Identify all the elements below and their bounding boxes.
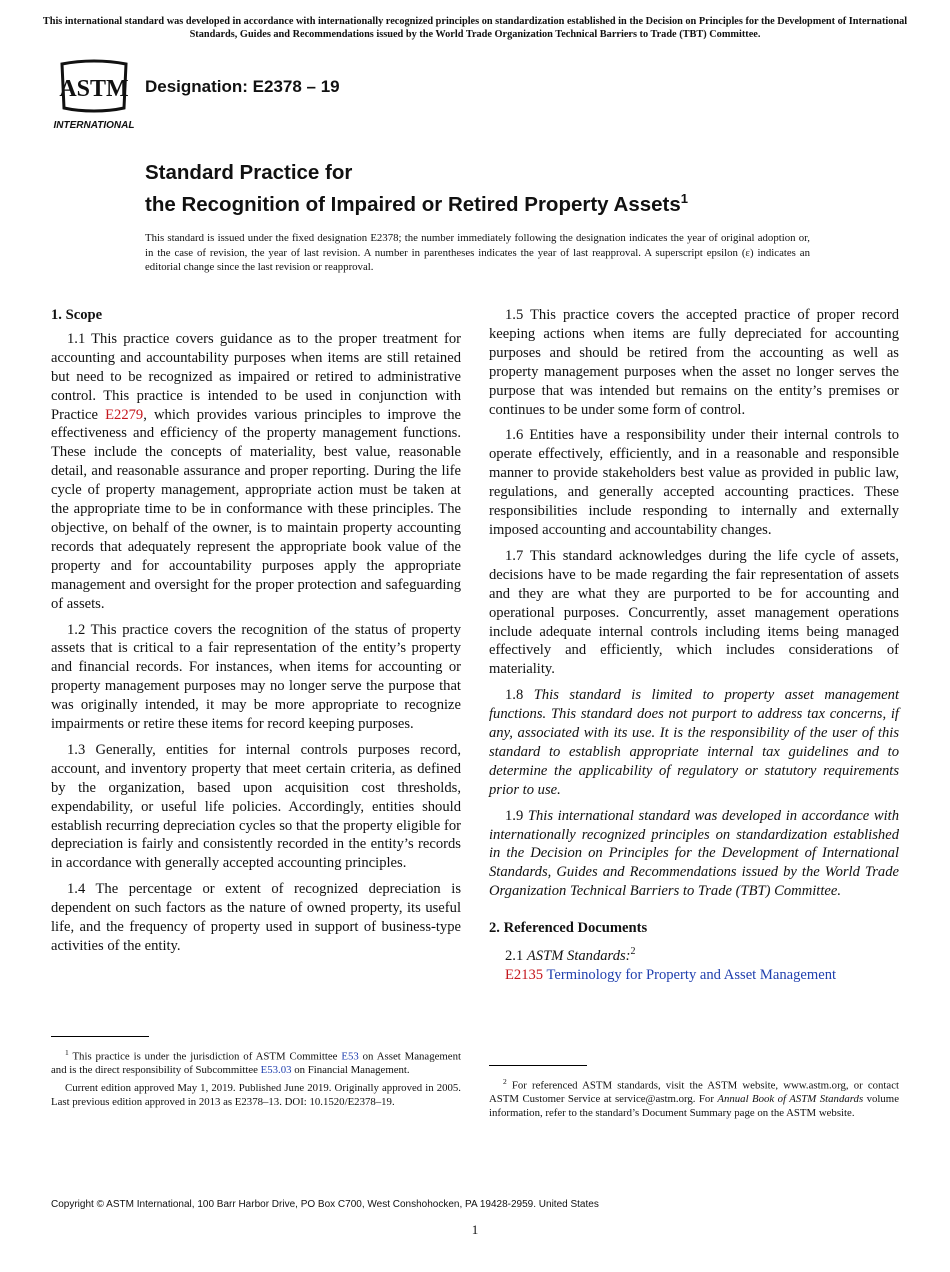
top-notice: This international standard was developed in accordance with internationally recognized principles on standardization established in the Decision on Principles for the Development of International Standards, Guides and Recommendations issued by the World Trade Organization Technical Barriers to Trade (TBT) Committee. bbox=[42, 16, 908, 40]
title-line-1: Standard Practice for bbox=[145, 161, 353, 184]
footnote-1-edition: Current edition approved May 1, 2019. Published June 2019. Originally approved in 2005. Last previous edition approved in 2013 as E2378–13. DOI: 10.1520/E2378–19. bbox=[51, 1082, 461, 1108]
e2135-title[interactable]: Terminology for Property and Asset Management bbox=[546, 966, 837, 983]
paragraph-1-4: 1.4 The percentage or extent of recognized depreciation is dependent on such factors as the nature of owned property, its useful life, and the frequency of property used in support of business-type activities of the entity. bbox=[51, 881, 461, 954]
e2135-link[interactable]: E2135 bbox=[505, 966, 544, 983]
e53-03-link[interactable]: E53.03 bbox=[260, 1064, 292, 1077]
referenced-documents-heading: 2. Referenced Documents bbox=[489, 920, 648, 937]
paragraph-1-5: 1.5 This practice covers the accepted practice of proper record keeping actions when items are fully depreciated for accounting purposes and should be retired from the accounting as well as property management purposes when the asset no longer serves the purpose that was intended but remains on the entity’s premises or continues to be under some form of control. bbox=[489, 307, 899, 418]
title-footnote-mark[interactable]: 1 bbox=[680, 191, 688, 206]
footnote-rule-right bbox=[489, 1065, 587, 1066]
e2279-link[interactable]: E2279 bbox=[105, 406, 144, 423]
paragraph-1-3: 1.3 Generally, entities for internal controls purposes record, account, and inventory property that meet certain criteria, as defined by the organization, based upon acquisition cost thresholds, expendability, or useful life policies. Accordingly, entities should establish recurring depreciation cycles so that the property eligible for depreciation is fairly and consistently recorded in the entity’s records in accordance with generally accepted accounting principles. bbox=[51, 741, 461, 872]
paragraph-1-6: 1.6 Entities have a responsibility under their internal controls to operate effectively, efficiently, and in a reasonable and responsible manner to provide stakeholders best value as provided in public law, regulations, and generally accepted accounting practices. These responsibilities include responding to internally and externally imposed accounting and accountability changes. bbox=[489, 427, 899, 538]
paragraph-1-9: 1.9 This international standard was developed in accordance with internationally recognized principles on standardization established in the Decision on Principles for the Development of International Standards, Guides and Recommendations issued by the World Trade Organization Technical Barriers to Trade (TBT) Committee. bbox=[489, 807, 900, 900]
paragraph-1-1: 1.1 This practice covers guidance as to the proper treatment for accounting and accountability purposes when items are still retained but need to be recognized as impaired or retired to administrative control. This practice is intended to be used in conjunction with Practice E2279, which provides various principles to improve the effectiveness and efficiency of the property management functions. These include the concepts of materiality, best value, reasonable detail, and reasonable assurance and proper reporting. During the life cycle of property management, appropriate action must be taken at the appropriate time to be in conformance with these principles. The objective, on behalf of the owner, is to maintain property accounting records that adequately represent the appropriate book value of the property and for accountability purposes apply the appropriate management and oversight for the proper protection and safeguarding of assets. bbox=[51, 330, 461, 612]
paragraph-1-2: 1.2 This practice covers the recognition of the status of property assets that is critical to a fair representation of the entity’s property and financial records. For instances, when items for accounting or property management purposes may no longer serve the purpose that was originally intended, it may be more appropriate to recognize impairments or retire these items for record keeping purposes. bbox=[51, 621, 461, 733]
left-column bbox=[51, 306, 461, 963]
issue-note: This standard is issued under the fixed designation E2378; the number immediately following the designation indicates the year of original adoption or, in the case of revision, the year of last revision. A number in parentheses indicates the year of last reapproval. A superscript epsilon (ε) indicates an editorial change since the last revision or reapproval. bbox=[145, 232, 810, 273]
astm-logo-caption: INTERNATIONAL bbox=[53, 120, 135, 131]
footnotes-right bbox=[489, 1075, 899, 1125]
footnote-rule-left bbox=[51, 1036, 149, 1037]
astm-logo bbox=[52, 58, 136, 132]
designation: Designation: E2378 – 19 bbox=[145, 77, 340, 96]
paragraph-1-7: 1.7 This standard acknowledges during the life cycle of assets, decisions have to be made regarding the fair representation of assets and they are what they are purported to be for accounting and operational purposes. Concurrently, asset management operations include adequate internal controls including items being managed effectively and efficiently, which includes considerations of materiality. bbox=[489, 547, 899, 678]
astm-logo-letters: ASTM bbox=[59, 76, 129, 102]
footnote-2-mark[interactable]: 2 bbox=[630, 946, 636, 958]
paragraph-2-1: 2.1 ASTM Standards:$^2$ bbox=[505, 946, 636, 964]
right-column bbox=[489, 306, 899, 985]
footnotes-left bbox=[51, 1046, 461, 1114]
scope-heading: 1. Scope bbox=[51, 307, 103, 323]
e53-link[interactable]: E53 bbox=[341, 1050, 359, 1063]
reference-e2135[interactable] bbox=[489, 966, 899, 985]
document-title bbox=[145, 160, 845, 218]
title-line-2: the Recognition of Impaired or Retired Property Assets$^1$ bbox=[145, 191, 688, 216]
footnote-2: $^2$ For referenced ASTM standards, visit the ASTM website, www.astm.org, or contact ASTM Customer Service at service@astm.org. For Annual Book of ASTM Standards volume information, refer to the standard’s Document Summary page on the ASTM website. bbox=[489, 1077, 899, 1120]
paragraph-1-8: 1.8 This standard is limited to property asset management functions. This standard does not purport to address tax concerns, if any, associated with its use. It is the responsibility of the user of this standard to establish appropriate internal tax guidelines and to determine the applicability of regulatory or statutory requirements prior to use. bbox=[489, 687, 899, 798]
page-number: 1 bbox=[471, 1222, 479, 1237]
copyright-notice: Copyright © ASTM International, 100 Barr Harbor Drive, PO Box C700, West Conshohocken, PA 19428-2959. United States bbox=[51, 1199, 599, 1210]
footnote-1: $^1$ This practice is under the jurisdiction of ASTM Committee E53 on Asset Management and is the direct responsibility of Subcommittee E53.03 on Financial Management. bbox=[51, 1048, 461, 1077]
